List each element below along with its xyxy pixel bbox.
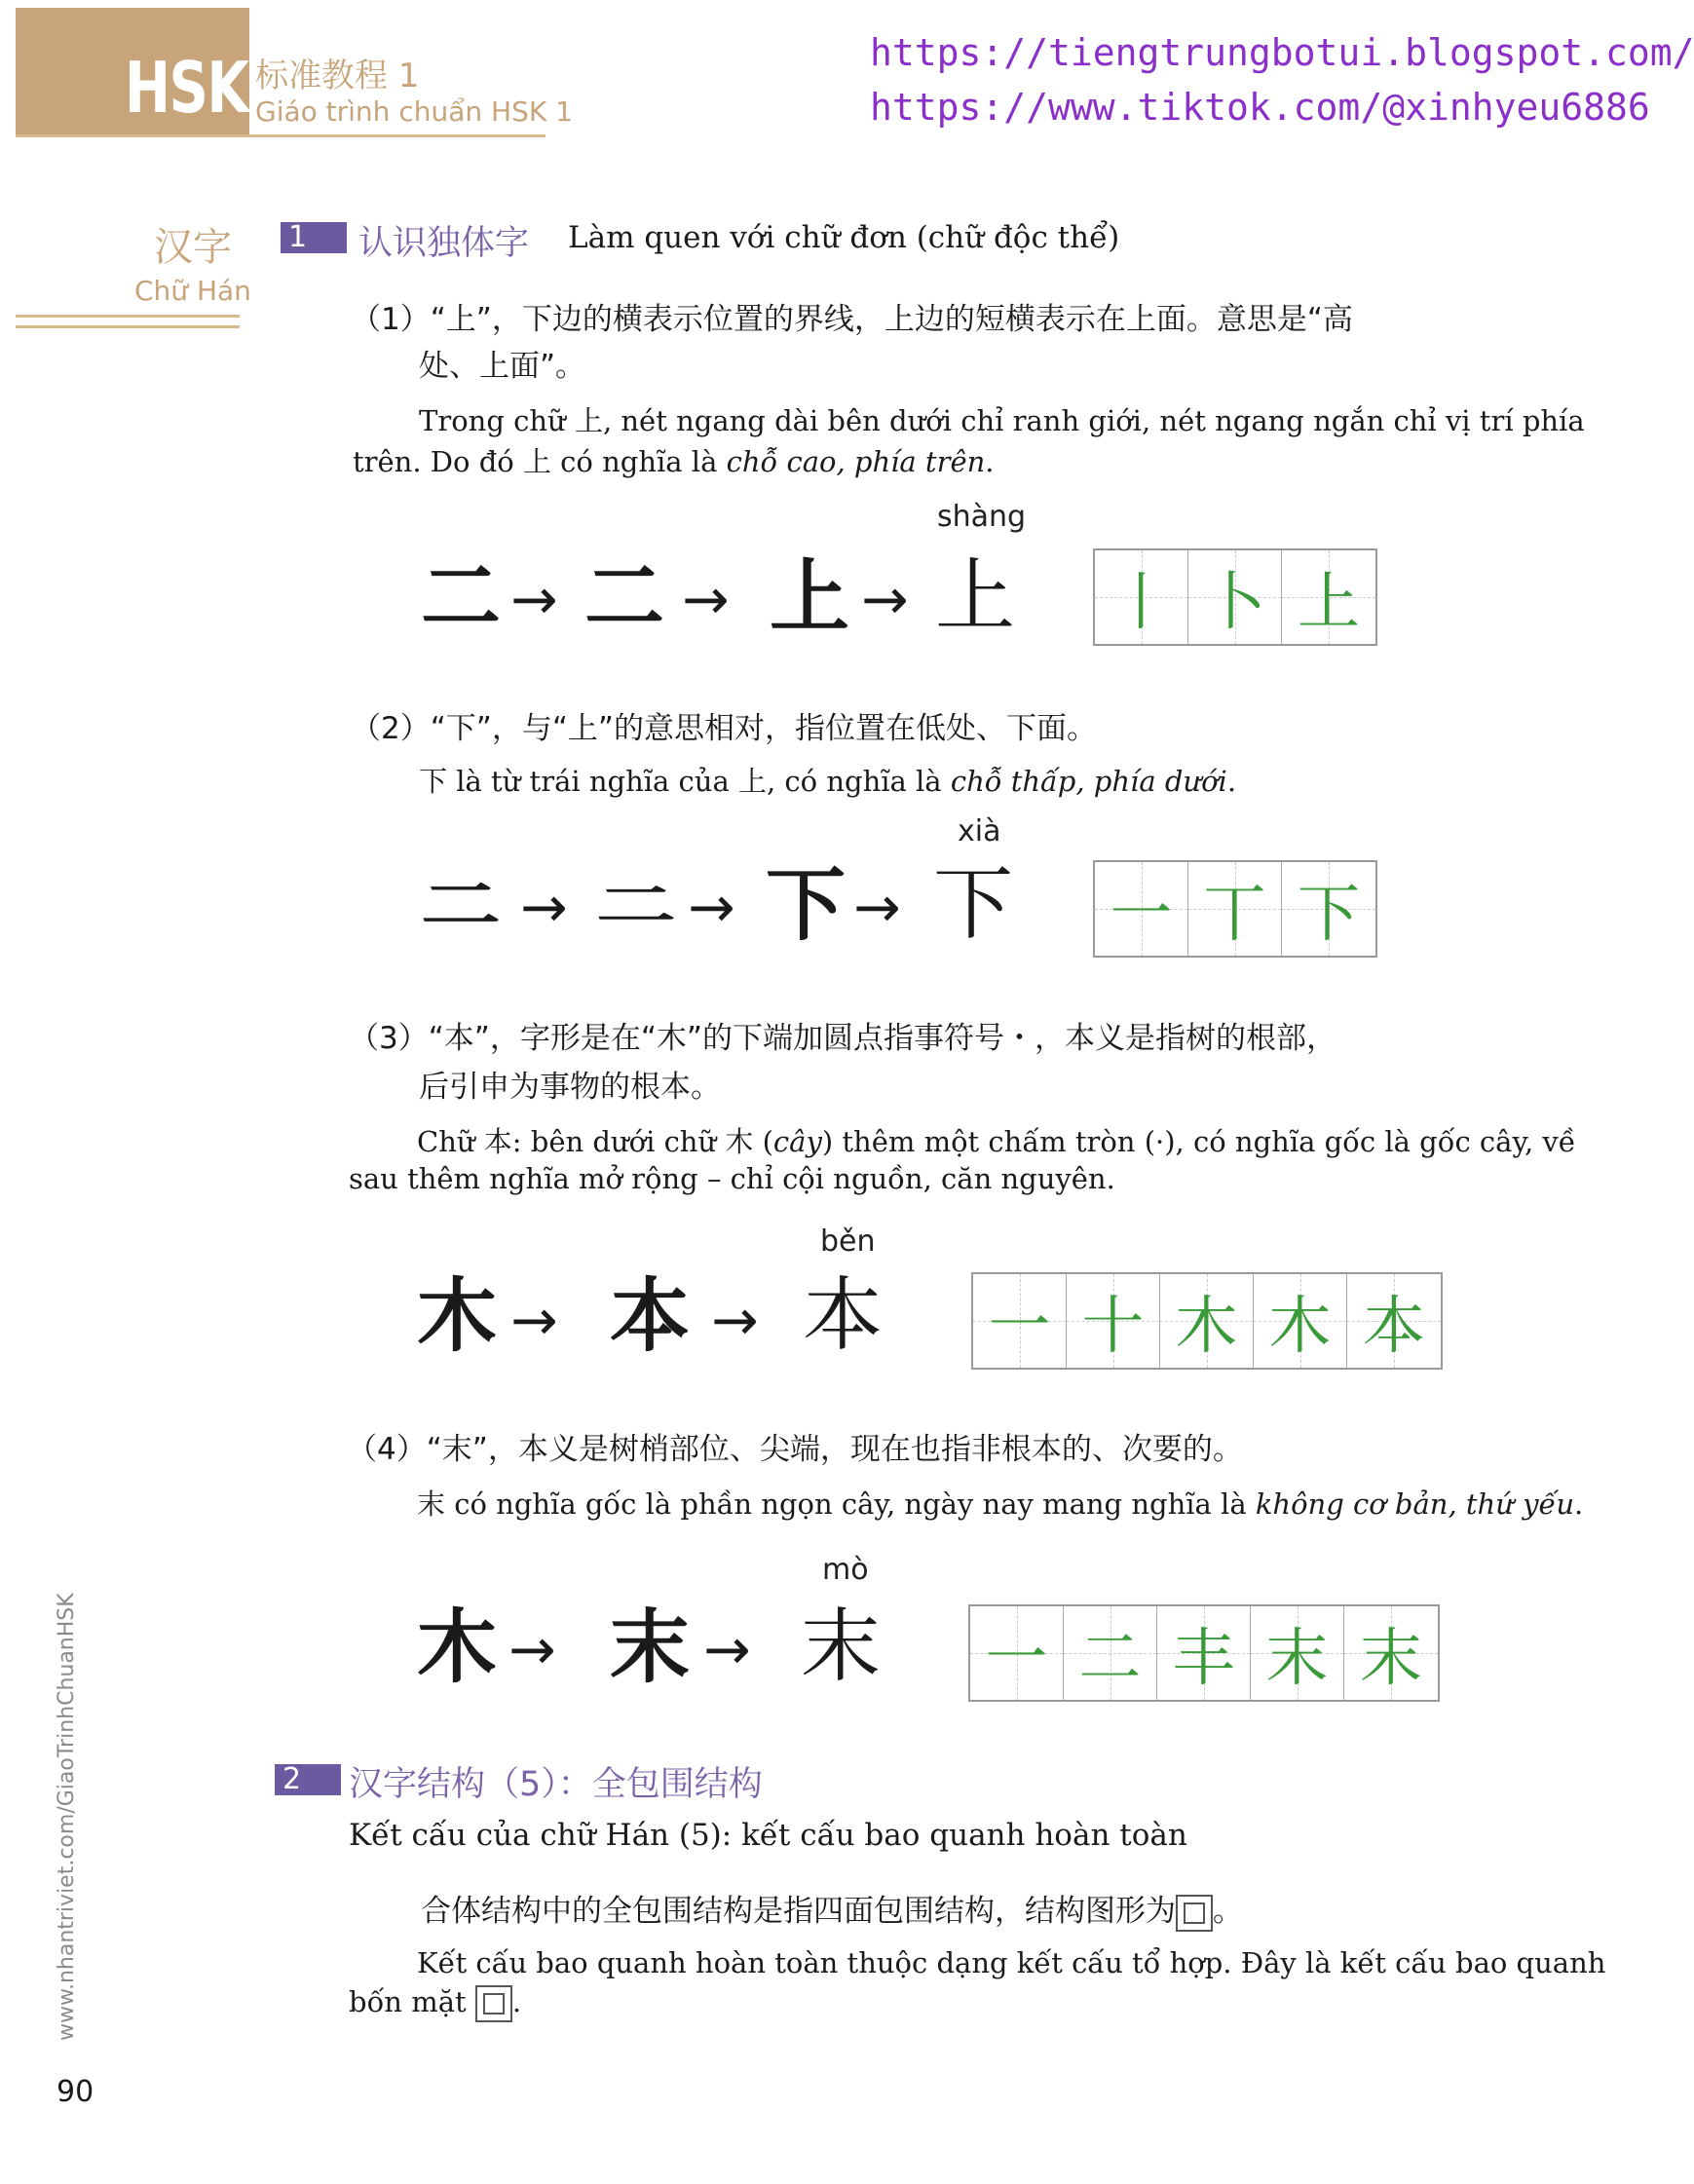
arrow-icon: → (688, 874, 735, 940)
sidebar-divider (16, 325, 240, 328)
section-2-cn-text: 合体结构中的全包围结构是指四面包围结构，结构图形为 。 (421, 1886, 1243, 1932)
arrow-icon: → (520, 874, 568, 940)
stroke-cell: 木 (1160, 1274, 1254, 1368)
item-1-vi-line1: Trong chữ 上, nét ngang dài bên dưới chỉ ranh giới, nét ngang ngắn chỉ vị trí phía (419, 404, 1585, 437)
arrow-icon: → (510, 1287, 558, 1353)
header-underline (16, 134, 546, 137)
item-1-modern-glyph: 上 (935, 550, 1016, 643)
item-2-evolution-glyph: 下 (766, 858, 847, 952)
stroke-cell: 二 (1064, 1606, 1157, 1700)
item-3-vi-line1: Chữ 本: bên dưới chữ 木 (cây) thêm một chấm tròn (·), có nghĩa gốc là gốc cây, về (417, 1125, 1576, 1158)
item-1-evolution-glyph: 二 (421, 550, 502, 644)
enclosure-square-icon (475, 1985, 512, 2022)
item-1-cn-line1: （1）“上”，下边的横表示位置的界线，上边的短横表示在上面。意思是“高 (351, 302, 1353, 337)
item-1-evolution-glyph: 二 (584, 550, 665, 644)
section-2-vi-line2: bốn mặt . (349, 1985, 521, 2022)
stroke-cell: 丰 (1157, 1606, 1251, 1700)
stroke-cell: 十 (1067, 1274, 1160, 1368)
blog-link[interactable]: https://tiengtrungbotui.blogspot.com/ (870, 31, 1694, 74)
series-title-vi: Giáo trình chuẩn HSK 1 (255, 95, 573, 128)
item-4-stroke-grid (968, 1604, 1440, 1702)
sidebar-title-vi: Chữ Hán (134, 275, 251, 307)
item-1-vi-line2: trên. Do đó 上 có nghĩa là chỗ cao, phía trên. (353, 445, 995, 478)
item-2-vi-line1: 下 là từ trái nghĩa của 上, có nghĩa là chỗ thấp, phía dưới. (419, 765, 1237, 798)
stroke-cell: 本 (1347, 1274, 1441, 1368)
series-title-cn: 标准教程 1 (255, 56, 420, 95)
item-2-evolution-glyph: 二 (596, 877, 677, 933)
stroke-cell: 卜 (1188, 550, 1282, 644)
enclosure-square-icon (1176, 1895, 1213, 1932)
stroke-cell: 末 (1251, 1606, 1344, 1700)
item-4-modern-glyph: 末 (801, 1600, 882, 1693)
item-4-pinyin: mò (822, 1553, 869, 1587)
section-2-title-cn: 汉字结构（5）：全包围结构 (349, 1765, 763, 1804)
arrow-icon: → (508, 1616, 556, 1682)
sidebar-title-cn: 汉字 (154, 225, 232, 270)
item-3-modern-glyph: 本 (803, 1269, 884, 1362)
item-3-cn-line1: （3）“本”，字形是在“木”的下端加圆点指事符号・，本义是指树的根部， (349, 1021, 1336, 1056)
item-2-evolution-glyph: 二 (421, 872, 502, 938)
tiktok-link[interactable]: https://www.tiktok.com/@xinhyeu6886 (870, 86, 1650, 129)
stroke-cell: 一 (970, 1606, 1064, 1700)
stroke-cell: 丨 (1095, 550, 1188, 644)
section-2-vi-line1: Kết cấu bao quanh hoàn toàn thuộc dạng kết cấu tổ hợp. Đây là kết cấu bao quanh (417, 1946, 1606, 1979)
publisher-watermark: www.nhantriviet.com/GiaoTrinhChuanHSK (55, 1593, 79, 2041)
page-number: 90 (56, 2075, 94, 2109)
hsk-logo: HSK (125, 47, 248, 129)
item-4-evolution-glyph: 末 (610, 1600, 691, 1694)
item-3-cn-line2: 后引申为事物的根本。 (419, 1070, 721, 1105)
item-4-evolution-glyph: 木 (417, 1600, 498, 1694)
item-3-stroke-grid (971, 1272, 1443, 1370)
item-1-stroke-grid (1093, 548, 1377, 646)
section-2-badge: 2 (275, 1764, 341, 1795)
item-2-modern-glyph: 下 (933, 858, 1014, 951)
stroke-cell: 一 (973, 1274, 1067, 1368)
section-1-title-cn: 认识独体字 (358, 224, 530, 263)
item-2-pinyin: xià (958, 814, 1001, 848)
item-1-cn-line2: 处、上面”。 (419, 349, 586, 384)
item-3-evolution-glyph: 本 (610, 1269, 691, 1363)
section-1-badge: 1 (281, 222, 347, 253)
item-2-cn-line1: （2）“下”，与“上”的意思相对，指位置在低处、下面。 (351, 711, 1097, 746)
item-3-pinyin: běn (820, 1224, 876, 1259)
stroke-cell: 木 (1254, 1274, 1347, 1368)
item-1-pinyin: shàng (937, 500, 1027, 534)
stroke-cell: 丅 (1188, 862, 1282, 956)
section-1-title-vi: Làm quen với chữ đơn (chữ độc thể) (568, 220, 1120, 255)
item-3-vi-line2: sau thêm nghĩa mở rộng – chỉ cội nguồn, căn nguyên. (349, 1162, 1115, 1195)
item-4-cn-line1: （4）“末”，本义是树梢部位、尖端，现在也指非根本的、次要的。 (347, 1432, 1243, 1467)
arrow-icon: → (703, 1616, 751, 1682)
stroke-cell: 下 (1282, 862, 1375, 956)
arrow-icon: → (861, 566, 909, 632)
arrow-icon: → (682, 566, 730, 632)
arrow-icon: → (711, 1287, 759, 1353)
item-2-stroke-grid (1093, 860, 1377, 958)
item-1-evolution-glyph: 上 (770, 550, 850, 644)
stroke-cell: 末 (1344, 1606, 1438, 1700)
stroke-cell: 一 (1095, 862, 1188, 956)
stroke-cell: 上 (1282, 550, 1375, 644)
item-3-evolution-glyph: 木 (417, 1269, 498, 1363)
sidebar-divider (16, 315, 240, 318)
item-4-vi-line1: 末 có nghĩa gốc là phần ngọn cây, ngày nay mang nghĩa là không cơ bản, thứ yếu. (417, 1487, 1584, 1521)
arrow-icon: → (853, 874, 901, 940)
arrow-icon: → (510, 566, 558, 632)
section-2-title-vi: Kết cấu của chữ Hán (5): kết cấu bao quanh hoàn toàn (349, 1818, 1187, 1853)
